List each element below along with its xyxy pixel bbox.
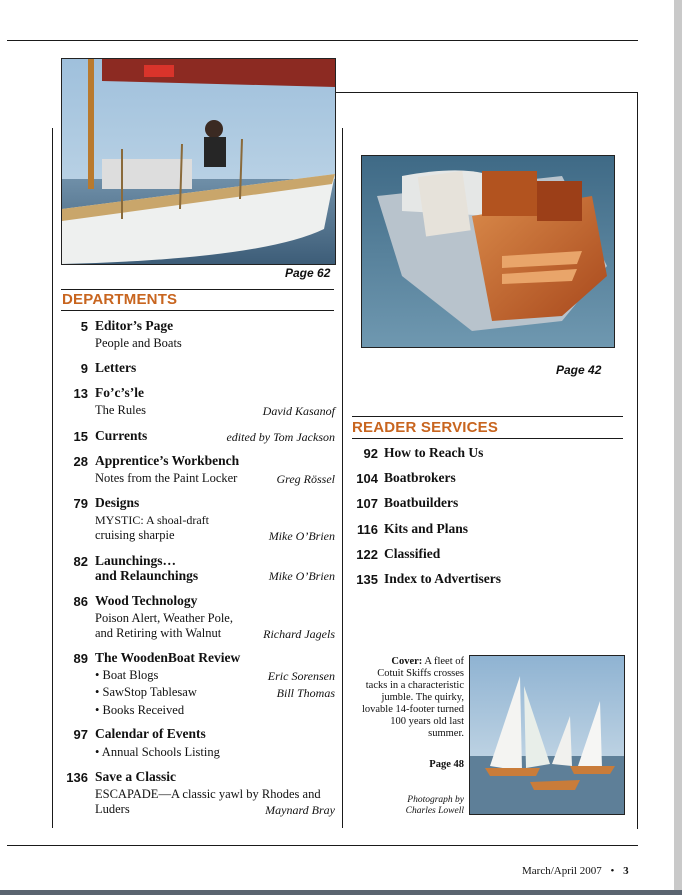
right-frame-top <box>336 92 638 93</box>
departments-heading: DEPARTMENTS <box>62 291 178 308</box>
toc-title[interactable]: Currents <box>95 428 148 443</box>
toc-author: Mike O’Brien <box>268 529 335 543</box>
top-rule <box>7 40 638 41</box>
toc-title[interactable]: Apprentice’s Workbench <box>95 453 240 468</box>
toc-page-number[interactable]: 86 <box>73 594 88 609</box>
toc-subtitle: Poison Alert, Weather Pole, <box>95 611 233 625</box>
toc-page-number[interactable]: 28 <box>73 454 88 469</box>
toc-page-number[interactable]: 97 <box>73 727 88 742</box>
cover-page-ref[interactable]: Page 48 <box>429 759 464 770</box>
toc-list-item: • Boat Blogs <box>95 668 159 682</box>
services-title[interactable]: Boatbrokers <box>384 470 456 485</box>
photo-caption-page-62: Page 62 <box>285 266 331 280</box>
toc-page-number[interactable]: 5 <box>80 319 88 334</box>
photo-credit <box>352 795 464 817</box>
toc-page-number[interactable]: 9 <box>80 361 88 376</box>
toc-author: edited by Tom Jackson <box>226 430 335 444</box>
services-title[interactable]: Boatbuilders <box>384 495 459 510</box>
toc-title[interactable]: Designs <box>95 495 140 510</box>
toc-title-line-2[interactable]: and Relaunchings <box>95 568 199 583</box>
services-page-number[interactable]: 92 <box>363 446 378 461</box>
toc-title[interactable]: Wood Technology <box>95 593 198 608</box>
issue-date: March/April 2007 <box>522 865 602 877</box>
toc-title[interactable]: Editor’s Page <box>95 318 174 333</box>
column-divider-right <box>52 128 53 828</box>
toc-list-item: • Books Received <box>95 703 185 717</box>
toc-subtitle: ESCAPADE—A classic yawl by Rhodes and <box>95 787 321 801</box>
toc-author: Richard Jagels <box>263 627 335 641</box>
services-title[interactable]: How to Reach Us <box>384 445 484 460</box>
runabout-photo-image <box>362 156 614 347</box>
toc-page-number[interactable]: 13 <box>73 386 88 401</box>
services-title[interactable]: Index to Advertisers <box>384 571 501 586</box>
page-edge-shadow <box>674 0 682 895</box>
cover-text-line: summer. <box>428 728 464 739</box>
toc-author: Bill Thomas <box>276 686 335 700</box>
toc-page-number[interactable]: 79 <box>73 496 88 511</box>
cover-text-line: A fleet of <box>424 656 464 667</box>
toc-title[interactable]: Letters <box>95 360 137 375</box>
services-title[interactable]: Kits and Plans <box>384 521 469 536</box>
toc-author: Eric Sorensen <box>267 669 335 683</box>
reader-services-heading: READER SERVICES <box>352 419 499 436</box>
toc-subtitle: MYSTIC: A shoal-draft <box>95 513 209 527</box>
services-title[interactable]: Classified <box>384 546 441 561</box>
toc-subtitle-line-2: cruising sharpie <box>95 528 175 542</box>
sailboat-photo-image <box>62 59 335 264</box>
services-page-number[interactable]: 122 <box>356 547 378 562</box>
page-number: 3 <box>623 865 629 877</box>
toc-subtitle: • Annual Schools Listing <box>95 745 220 759</box>
reader-services-top-rule <box>352 416 623 417</box>
toc-page-number[interactable]: 136 <box>66 770 88 785</box>
cover-photo-image <box>470 656 624 814</box>
toc-author: Mike O’Brien <box>268 569 335 583</box>
footer-bullet: • <box>610 865 615 877</box>
toc-subtitle: Notes from the Paint Locker <box>95 471 238 485</box>
runabout-photo <box>361 155 615 348</box>
services-page-number[interactable]: 116 <box>357 522 378 537</box>
viewer-bottom-bar <box>0 890 682 895</box>
column-divider-left <box>342 128 343 828</box>
cover-text-line: jumble. The quirky, <box>381 692 464 703</box>
cover-text-line: lovable 14-footer turned <box>361 704 464 715</box>
photo-credit-line: Charles Lowell <box>405 806 464 816</box>
departments-top-rule <box>61 289 334 290</box>
photo-caption-page-42: Page 42 <box>556 363 602 377</box>
photo-credit-line: Photograph by <box>407 795 464 805</box>
right-frame-side <box>637 92 638 829</box>
toc-title[interactable]: Save a Classic <box>95 769 176 784</box>
toc-list-item: • SawStop Tablesaw <box>95 685 197 699</box>
toc-page-number[interactable]: 89 <box>73 651 88 666</box>
services-page-number[interactable]: 107 <box>356 496 378 511</box>
services-page-number[interactable]: 104 <box>356 471 378 486</box>
cover-caption <box>352 656 464 740</box>
toc-title[interactable]: Calendar of Events <box>95 726 206 741</box>
toc-subtitle-line-2: and Retiring with Walnut <box>95 626 222 640</box>
toc-subtitle-line-2: Luders <box>95 802 130 816</box>
cover-label: Cover: <box>391 656 423 667</box>
sailboat-photo <box>61 58 336 265</box>
services-page-number[interactable]: 135 <box>356 572 378 587</box>
page-footer <box>522 865 629 877</box>
toc-title[interactable]: Launchings… <box>95 553 177 568</box>
toc-author: David Kasanof <box>262 404 335 418</box>
cover-text-line: 100 years old last <box>390 716 464 727</box>
toc-author: Greg Rössel <box>276 472 335 486</box>
toc-subtitle: The Rules <box>95 403 147 417</box>
toc-subtitle: People and Boats <box>95 336 182 350</box>
toc-page-number[interactable]: 15 <box>73 429 88 444</box>
toc-author: Maynard Bray <box>265 803 335 817</box>
bottom-rule <box>7 845 638 846</box>
cover-text-line: Cotuit Skiffs crosses <box>377 668 464 679</box>
departments-bottom-rule <box>61 310 334 311</box>
toc-page-number[interactable]: 82 <box>73 554 88 569</box>
cover-text-line: tacks in a characteristic <box>365 680 464 691</box>
cover-photo <box>469 655 625 815</box>
toc-title[interactable]: Fo’c’s’le <box>95 385 144 400</box>
reader-services-bottom-rule <box>352 438 623 439</box>
toc-title[interactable]: The WoodenBoat Review <box>95 650 241 665</box>
